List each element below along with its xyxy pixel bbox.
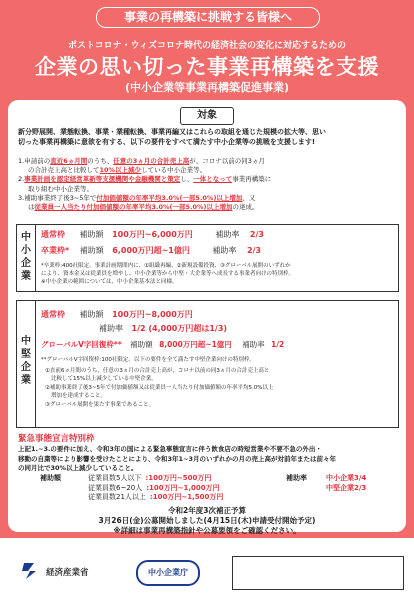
emergency-rates (326, 474, 366, 493)
mid-note-1: **グローバルV字回復枠:100社限定。以下の要件を全て満たす中堅企業向けの特別枠。 (41, 357, 255, 363)
mid-note-4: ②補助事業終了後3~5年で付加価値額又は従業員一人当たり付加価値額の年率平均5.0%以上 (45, 385, 274, 391)
sme-label (20, 231, 32, 283)
mid-note-6: ③グローバル展開を果たす事業であること。 (45, 402, 155, 408)
target-label: 対象 (180, 107, 234, 125)
sme-note-3: ※中小企業の範囲については、中小企業基本法と同様。 (41, 279, 178, 285)
req2-text-d: 一体となって (193, 175, 233, 184)
requirement-1-line-2 (18, 166, 398, 175)
budget-line-2: 3月26日(金)公募開始しました(4月15日(木)申請受付開始予定) (98, 516, 316, 525)
req1-text-f: の合計売上高と比較して (28, 166, 100, 175)
emergency-row (88, 493, 223, 503)
sme-label-box (16, 224, 36, 292)
emergency-emp-1: 従業員数6~20人 (88, 483, 143, 492)
subtitle: ポストコロナ・ウィズコロナ時代の経済社会の変化に対応するための (67, 41, 347, 51)
mid-note-3: 比較して15%以上減少している中堅企業。 (51, 376, 157, 382)
footer (0, 538, 414, 600)
mid-regular-amt-label: 補助額 (79, 310, 104, 319)
req1-text-e: が、コロナ以前の同3ヵ月 (189, 157, 265, 165)
emergency-rate-0: 中小企業3/4 (326, 474, 367, 482)
sme-graduation-rate: 2/3 (246, 246, 262, 255)
req3-text-b: 付加価値額の年率平均3.0%(一部5.0%)以上増加 (96, 193, 243, 202)
emergency-text-1: 上記1.~3.の要件に加え、令和3年の国による緊急事態宣言に伴う飲食店の時短営業や不要不急の外出・ (18, 445, 322, 453)
mid-row-regular (41, 309, 193, 320)
req2-text-b: 事業計画を認定経営革新等支援機関や金融機関と策定 (24, 175, 181, 184)
content-card (8, 100, 406, 535)
requirement-2-line-1 (18, 175, 398, 184)
sme-graduation-amt: 6,000万円超~1億円 (112, 246, 190, 255)
req1-text-d: 任意の3ヵ月の合計売上高 (113, 157, 190, 165)
sme-graduation-rate-label: 補助率 (212, 246, 237, 255)
req1-text-a: 1.申請前の (18, 157, 51, 165)
mid-note-2: ①直前6ヵ月間のうち、任意の3ヵ月の合計売上高が、コロナ以前の同3ヵ月の合計売上高と (45, 368, 270, 374)
meti-name: 経済産業省 (46, 568, 89, 578)
req2-text-a: 2. (18, 175, 25, 184)
mid-regular-rate: 1/2 (4,000万円超は1/3) (131, 324, 228, 333)
audience-pill: 事業の再構築に挑戦する皆様へ (96, 7, 320, 28)
sme-box (16, 224, 399, 292)
emergency-text (18, 445, 400, 474)
program-name: (中小企業等事業再構築促進事業) (124, 81, 290, 94)
target-intro (18, 127, 398, 147)
mid-regular-rate-label: 補助率 (99, 324, 123, 333)
emergency-rate-1: 中堅企業2/3 (326, 483, 367, 492)
mid-global-name: グローバルV字回復枠** (41, 340, 122, 349)
midsize-box (16, 300, 399, 428)
contact-box (232, 556, 404, 590)
sme-row-graduation (41, 245, 261, 256)
emergency-emp-0: 従業員数5人以下 (88, 474, 142, 482)
mid-regular-amt: 100万円~8,000万円 (112, 310, 193, 319)
mid-regular-name: 通常枠 (41, 310, 65, 319)
req2-text-c: し、 (180, 175, 194, 184)
sme-graduation-name: 卒業枠* (41, 246, 70, 255)
req1-text-b: 直近6ヵ月間 (50, 157, 88, 165)
req2-text-f: 取り組む中小企業等。 (28, 184, 93, 193)
sme-row-regular (41, 229, 264, 240)
emergency-amt-0: :100万円~500万円 (145, 474, 212, 482)
sme-note-2: により、資本金又は従業員を増やし、中小企業等から中堅・大企業等へ成長する事業者向けの特別枠。 (41, 271, 295, 277)
emergency-emp-2: 従業員数21人以上 (88, 493, 146, 501)
mid-global-amt-label: 補助額 (130, 340, 153, 349)
sme-graduation-amt-label: 補助額 (79, 246, 104, 255)
requirement-3-line-1 (18, 194, 398, 203)
req3-text-d: は (28, 203, 35, 212)
budget-line-1: 令和2年度3次補正予算 (168, 506, 246, 515)
midsize-label-text: 中堅企業 (21, 336, 31, 386)
req1-text-g: 10%以上減少 (99, 166, 142, 175)
emergency-rows (88, 474, 223, 503)
sme-regular-rate-label: 補助率 (215, 230, 240, 239)
requirements-list (18, 157, 398, 212)
req1-text-c: のうち、 (87, 157, 114, 165)
req1-text-h: している中小企業等。 (141, 166, 207, 175)
page-title: 企業の思い切った事業再構築を支援 (35, 55, 379, 79)
requirement-3-line-2 (18, 203, 398, 212)
sme-regular-name: 通常枠 (41, 230, 65, 239)
mid-note-5: 増加を達成すること。 (51, 393, 107, 399)
midsize-label (20, 335, 32, 387)
emergency-row (88, 484, 223, 494)
meti-logo-icon (20, 561, 40, 581)
req3-text-f: の達成。 (232, 203, 259, 212)
emergency-row (88, 474, 223, 484)
req3-text-e: 従業員一人当たり付加価値額の年率平均3.0%(一部5.0%)以上増加 (34, 203, 233, 212)
midsize-label-box (16, 300, 36, 428)
emergency-amt-2: :100万円~1,500万円 (149, 493, 224, 501)
emergency-amt-1: :100万円~1,000万円 (146, 483, 220, 492)
emergency-text-2: 移動の自粛等により影響を受けたことにより、令和3年1~3月のいずれかの月の売上高が対前年または前々年 (18, 454, 337, 463)
sme-agency-logo: 中小企業庁 (136, 560, 200, 586)
req3-text-c: 、又 (242, 193, 256, 202)
mid-global-rate: 1/2 (271, 340, 285, 349)
mid-global-amt: 8,000万円超~1億円 (159, 340, 232, 349)
sme-regular-amt-label: 補助額 (79, 230, 104, 239)
mid-global-rate-label: 補助率 (242, 340, 265, 349)
mid-row-global (41, 339, 284, 350)
req2-text-e: 事業再構築に (232, 175, 272, 184)
emergency-rate-label: 補助率 (286, 474, 307, 482)
intro-line-1: 新分野展開、業態転換、事業・業種転換、事業再編又はこれらの取組を通じた規模の拡大等、思い (18, 128, 326, 136)
mid-row-regular-rate (99, 323, 227, 334)
req3-text-a: 3.補助事業終了後3~5年で (18, 193, 97, 202)
emergency-amt-label: 補助額 (40, 474, 61, 482)
requirement-1-line-1 (18, 157, 398, 166)
sme-regular-rate: 2/3 (249, 230, 264, 239)
sme-note-1: *卒業枠:400社限定。事業計画期間内に、①組織再編、②新規設備投資、③グローバル展開のいずれか (41, 263, 291, 269)
emergency-text-3: の同月比で30%以上減少していること。 (18, 464, 138, 472)
requirement-2-line-2 (18, 185, 398, 194)
sme-label-text: 中小企業 (21, 232, 31, 282)
sme-regular-amt: 100万円~6,000万円 (112, 230, 193, 239)
emergency-title: 緊急事態宣言特別枠 (18, 434, 95, 444)
budget-info (8, 506, 406, 536)
budget-line-3: ※詳細は事業再構築指針や公募要領をご確認ください。 (113, 526, 301, 535)
intro-line-2: 切った事業再構築に意欲を有する、以下の要件をすべて満たす中小企業等の挑戦を支援します! (18, 138, 316, 146)
